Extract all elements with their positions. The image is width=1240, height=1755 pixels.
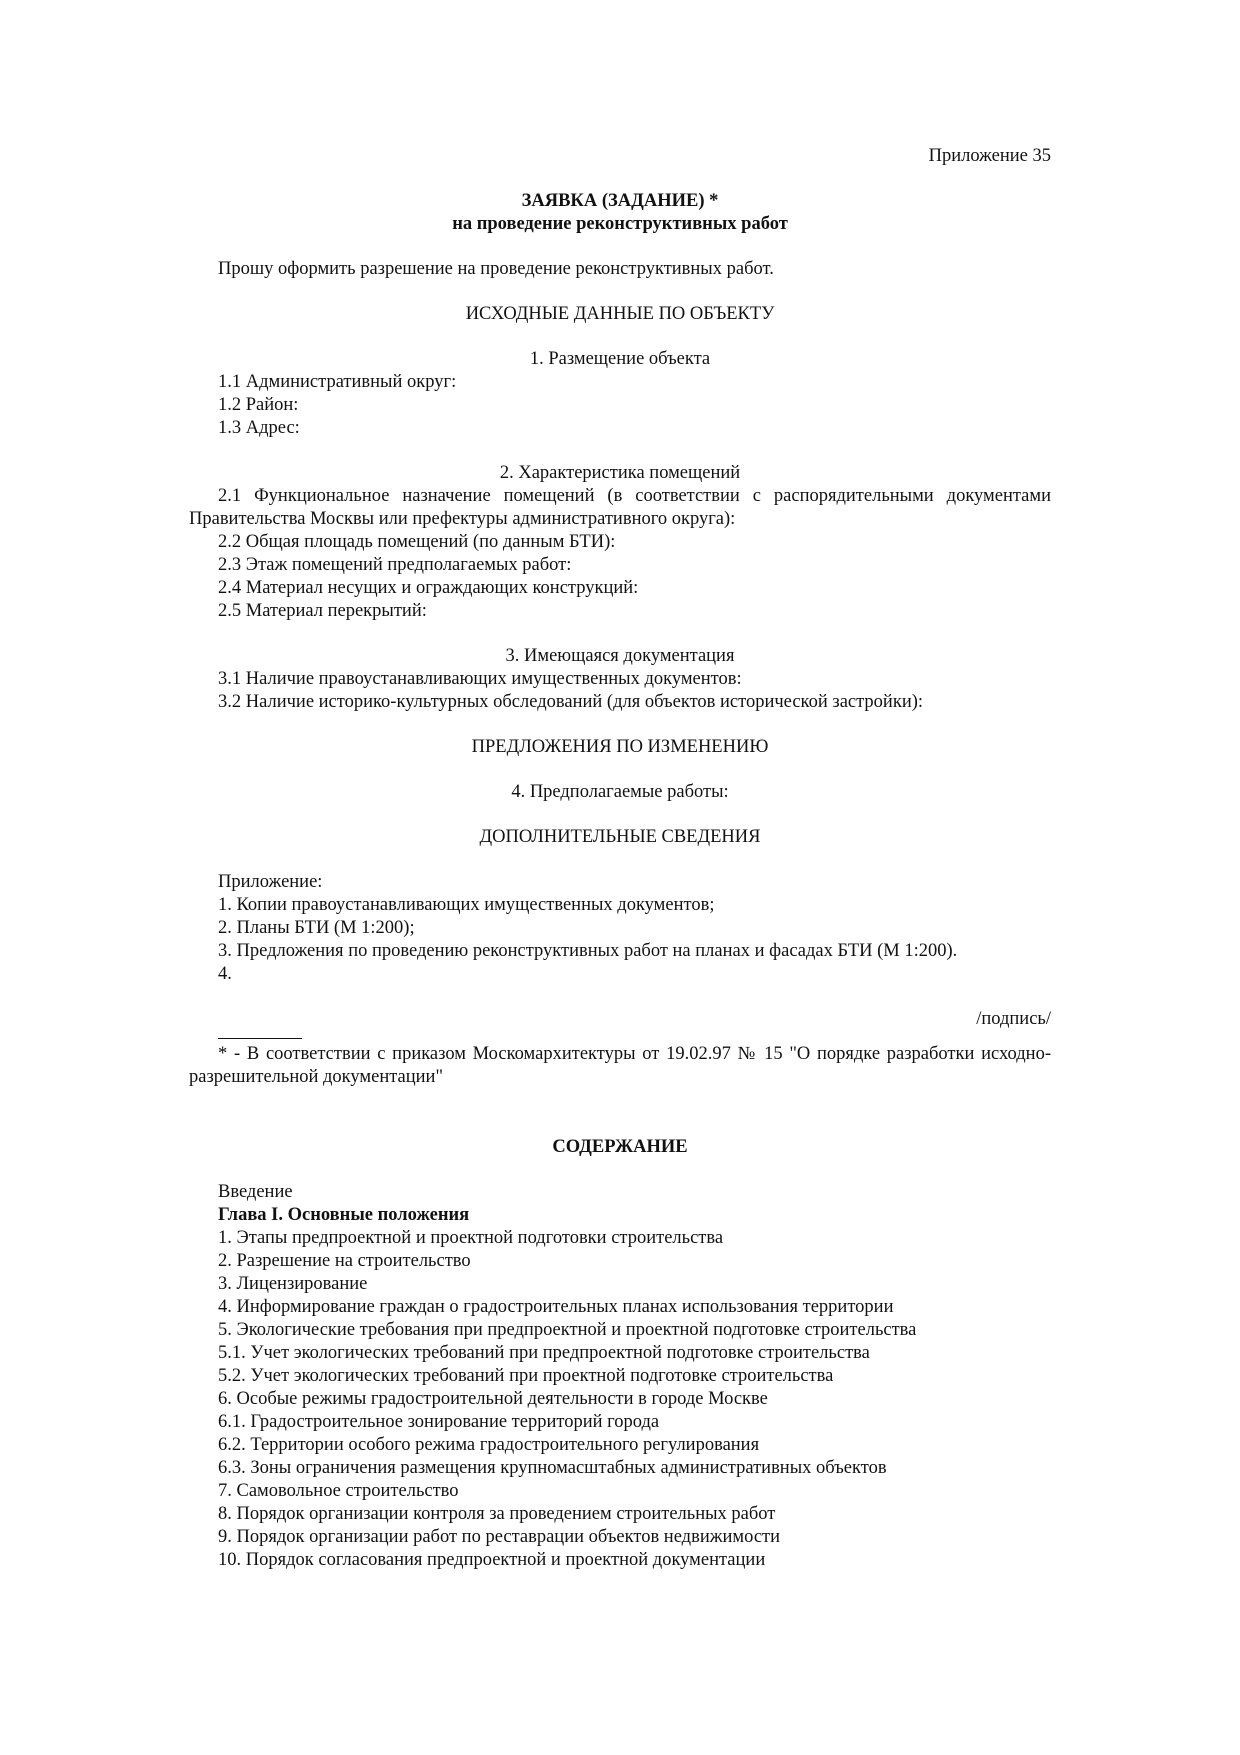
- contents-item: 7. Самовольное строительство: [218, 1481, 459, 1501]
- contents-item: 6. Особые режимы градостроительной деятельности в городе Москве: [218, 1389, 768, 1409]
- section3-item: 3.1 Наличие правоустанавливающих имущественных документов:: [218, 669, 742, 689]
- contents-item: 10. Порядок согласования предпроектной и проектной документации: [218, 1550, 766, 1570]
- contents-item: 2. Разрешение на строительство: [218, 1251, 471, 1271]
- contents-chapter: Глава I. Основные положения: [218, 1205, 470, 1225]
- attachment-item: 3. Предложения по проведению реконструктивных работ на планах и фасадах БТИ (М 1:200).: [218, 941, 958, 961]
- section4-heading: 4. Предполагаемые работы:: [511, 782, 729, 802]
- section3-item: 3.2 Наличие историко-культурных обследований (для объектов исторической застройки):: [218, 692, 924, 712]
- section2-item: 2.2 Общая площадь помещений (по данным БТИ):: [218, 532, 616, 552]
- contents-item: 5.2. Учет экологических требований при проектной подготовке строительства: [218, 1366, 834, 1386]
- contents-item: 5.1. Учет экологических требований при предпроектной подготовке строительства: [218, 1343, 870, 1363]
- contents-intro: Введение: [218, 1182, 293, 1202]
- contents-item: 9. Порядок организации работ по реставрации объектов недвижимости: [218, 1527, 781, 1547]
- attachment-item: 2. Планы БТИ (М 1:200);: [218, 918, 415, 938]
- section1-heading: 1. Размещение объекта: [529, 349, 711, 369]
- contents-item: 6.1. Градостроительное зонирование территорий города: [218, 1412, 660, 1432]
- contents-item: 6.3. Зоны ограничения размещения крупномасштабных административных объектов: [218, 1458, 887, 1478]
- attachment-item: 4.: [218, 964, 232, 984]
- contents-item: 6.2. Территории особого режима градостроительного регулирования: [218, 1435, 760, 1455]
- contents-item: 3. Лицензирование: [218, 1274, 368, 1294]
- section1-item: 1.3 Адрес:: [218, 418, 300, 438]
- proposals-heading: ПРЕДЛОЖЕНИЯ ПО ИЗМЕНЕНИЮ: [471, 737, 769, 757]
- section2-item: 2.3 Этаж помещений предполагаемых работ:: [218, 555, 572, 575]
- contents-item: 4. Информирование граждан о градостроительных планах использования территории: [218, 1297, 894, 1317]
- section3-heading: 3. Имеющаяся документация: [505, 646, 735, 666]
- attachment-item: 1. Копии правоустанавливающих имущественных документов;: [218, 895, 715, 915]
- document-subtitle: на проведение реконструктивных работ: [452, 214, 788, 234]
- section2-item: 2.5 Материал перекрытий:: [218, 601, 427, 621]
- document-content: [189, 145, 1051, 1572]
- document-title: ЗАЯВКА (ЗАДАНИЕ) *: [521, 191, 719, 211]
- attachments-label: Приложение:: [218, 872, 323, 892]
- contents-heading: СОДЕРЖАНИЕ: [552, 1137, 688, 1157]
- section1-item: 1.1 Административный округ:: [218, 372, 457, 392]
- additional-heading: ДОПОЛНИТЕЛЬНЫЕ СВЕДЕНИЯ: [479, 827, 761, 847]
- section1-item: 1.2 Район:: [218, 395, 299, 415]
- section2-item: 2.4 Материал несущих и ограждающих конструкций:: [218, 578, 639, 598]
- footnote: * - В соответствии с приказом Москомархитектуры от 19.02.97 № 15 "О порядке разработки исходно-разрешительной документации": [189, 1044, 1051, 1087]
- contents-item: 5. Экологические требования при предпроектной и проектной подготовке строительства: [218, 1320, 917, 1340]
- footnote-rule: [218, 1038, 302, 1039]
- appendix-label: Приложение 35: [928, 146, 1051, 166]
- section2-item: 2.1 Функциональное назначение помещений (в соответствии с распорядительными документами Правительства Москвы или префектуры административного округа):: [189, 486, 1051, 529]
- request-text: Прошу оформить разрешение на проведение реконструктивных работ.: [218, 259, 774, 279]
- contents-item: 8. Порядок организации контроля за проведением строительных работ: [218, 1504, 776, 1524]
- source-data-heading: ИСХОДНЫЕ ДАННЫЕ ПО ОБЪЕКТУ: [465, 304, 775, 324]
- section2-heading: 2. Характеристика помещений: [499, 463, 741, 483]
- signature: /подпись/: [976, 1009, 1051, 1029]
- contents-item: 1. Этапы предпроектной и проектной подготовки строительства: [218, 1228, 724, 1248]
